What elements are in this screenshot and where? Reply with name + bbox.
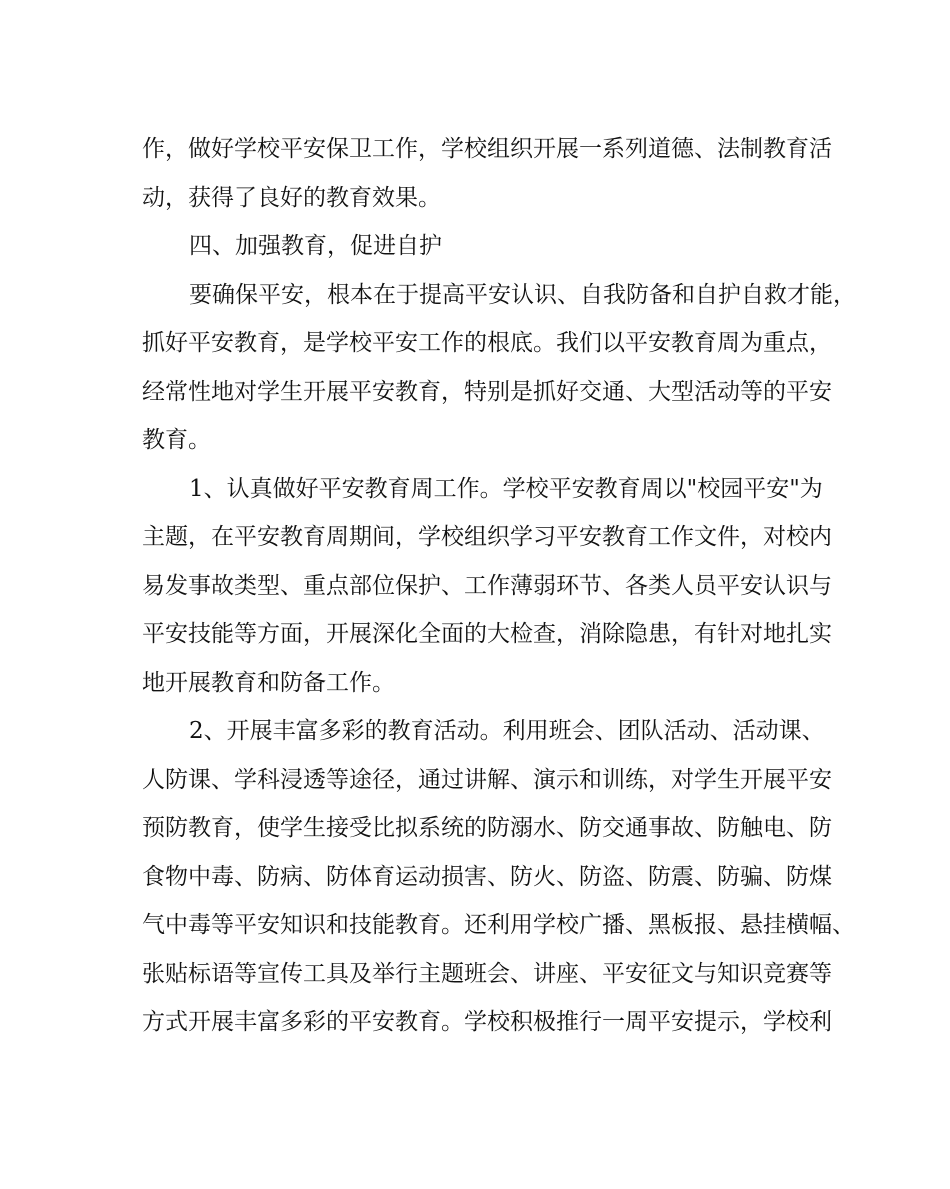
paragraph-start: 1、认真做好平安教育周工作。学校平安教育周以"校园平安"为: [189, 475, 823, 502]
text-line: 易发事故类型、重点部位保护、工作薄弱环节、各类人员平安认识与: [142, 572, 832, 599]
section-heading: 四、加强教育，促进自护: [189, 233, 442, 259]
text-line: 动，获得了良好的教育效果。: [142, 184, 441, 211]
text-line: 人防课、学科浸透等途径，通过讲解、演示和训练，对学生开展平安: [142, 766, 832, 793]
text-line: 平安技能等方面，开展深化全面的大检查，消除隐患，有针对地扎实: [142, 621, 832, 647]
text-line: 预防教育，使学生接受比拟系统的防溺水、防交通事故、防触电、防: [142, 815, 832, 841]
paragraph-start: 2、开展丰富多彩的教育活动。利用班会、团队活动、活动课、: [189, 718, 825, 744]
text-line: 方式开展丰富多彩的平安教育。学校积极推行一周平安提示，学校利: [142, 1009, 832, 1035]
text-line: 张贴标语等宣传工具及举行主题班会、讲座、平安征文与知识竞赛等: [142, 960, 832, 987]
text-line: 主题，在平安教育周期间，学校组织学习平安教育工作文件，对校内: [142, 524, 832, 550]
text-line: 抓好平安教育，是学校平安工作的根底。我们以平安教育周为重点，: [142, 330, 832, 356]
document-body: [142, 125, 856, 1047]
text-line: 地开展教育和防备工作。: [142, 669, 395, 696]
text-line: 教育。: [142, 427, 211, 453]
text-line: 气中毒等平安知识和技能教育。还利用学校广播、黑板报、悬挂横幅、: [142, 912, 855, 938]
text-line: 经常性地对学生开展平安教育，特别是抓好交通、大型活动等的平安: [142, 378, 832, 405]
text-line: 作，做好学校平安保卫工作，学校组织开展一系列道德、法制教育活: [142, 136, 832, 162]
text-line: 食物中毒、防病、防体育运动损害、防火、防盗、防震、防骗、防煤: [142, 863, 832, 890]
paragraph-start: 要确保平安，根本在于提高平安认识、自我防备和自护自救才能，: [189, 281, 856, 308]
